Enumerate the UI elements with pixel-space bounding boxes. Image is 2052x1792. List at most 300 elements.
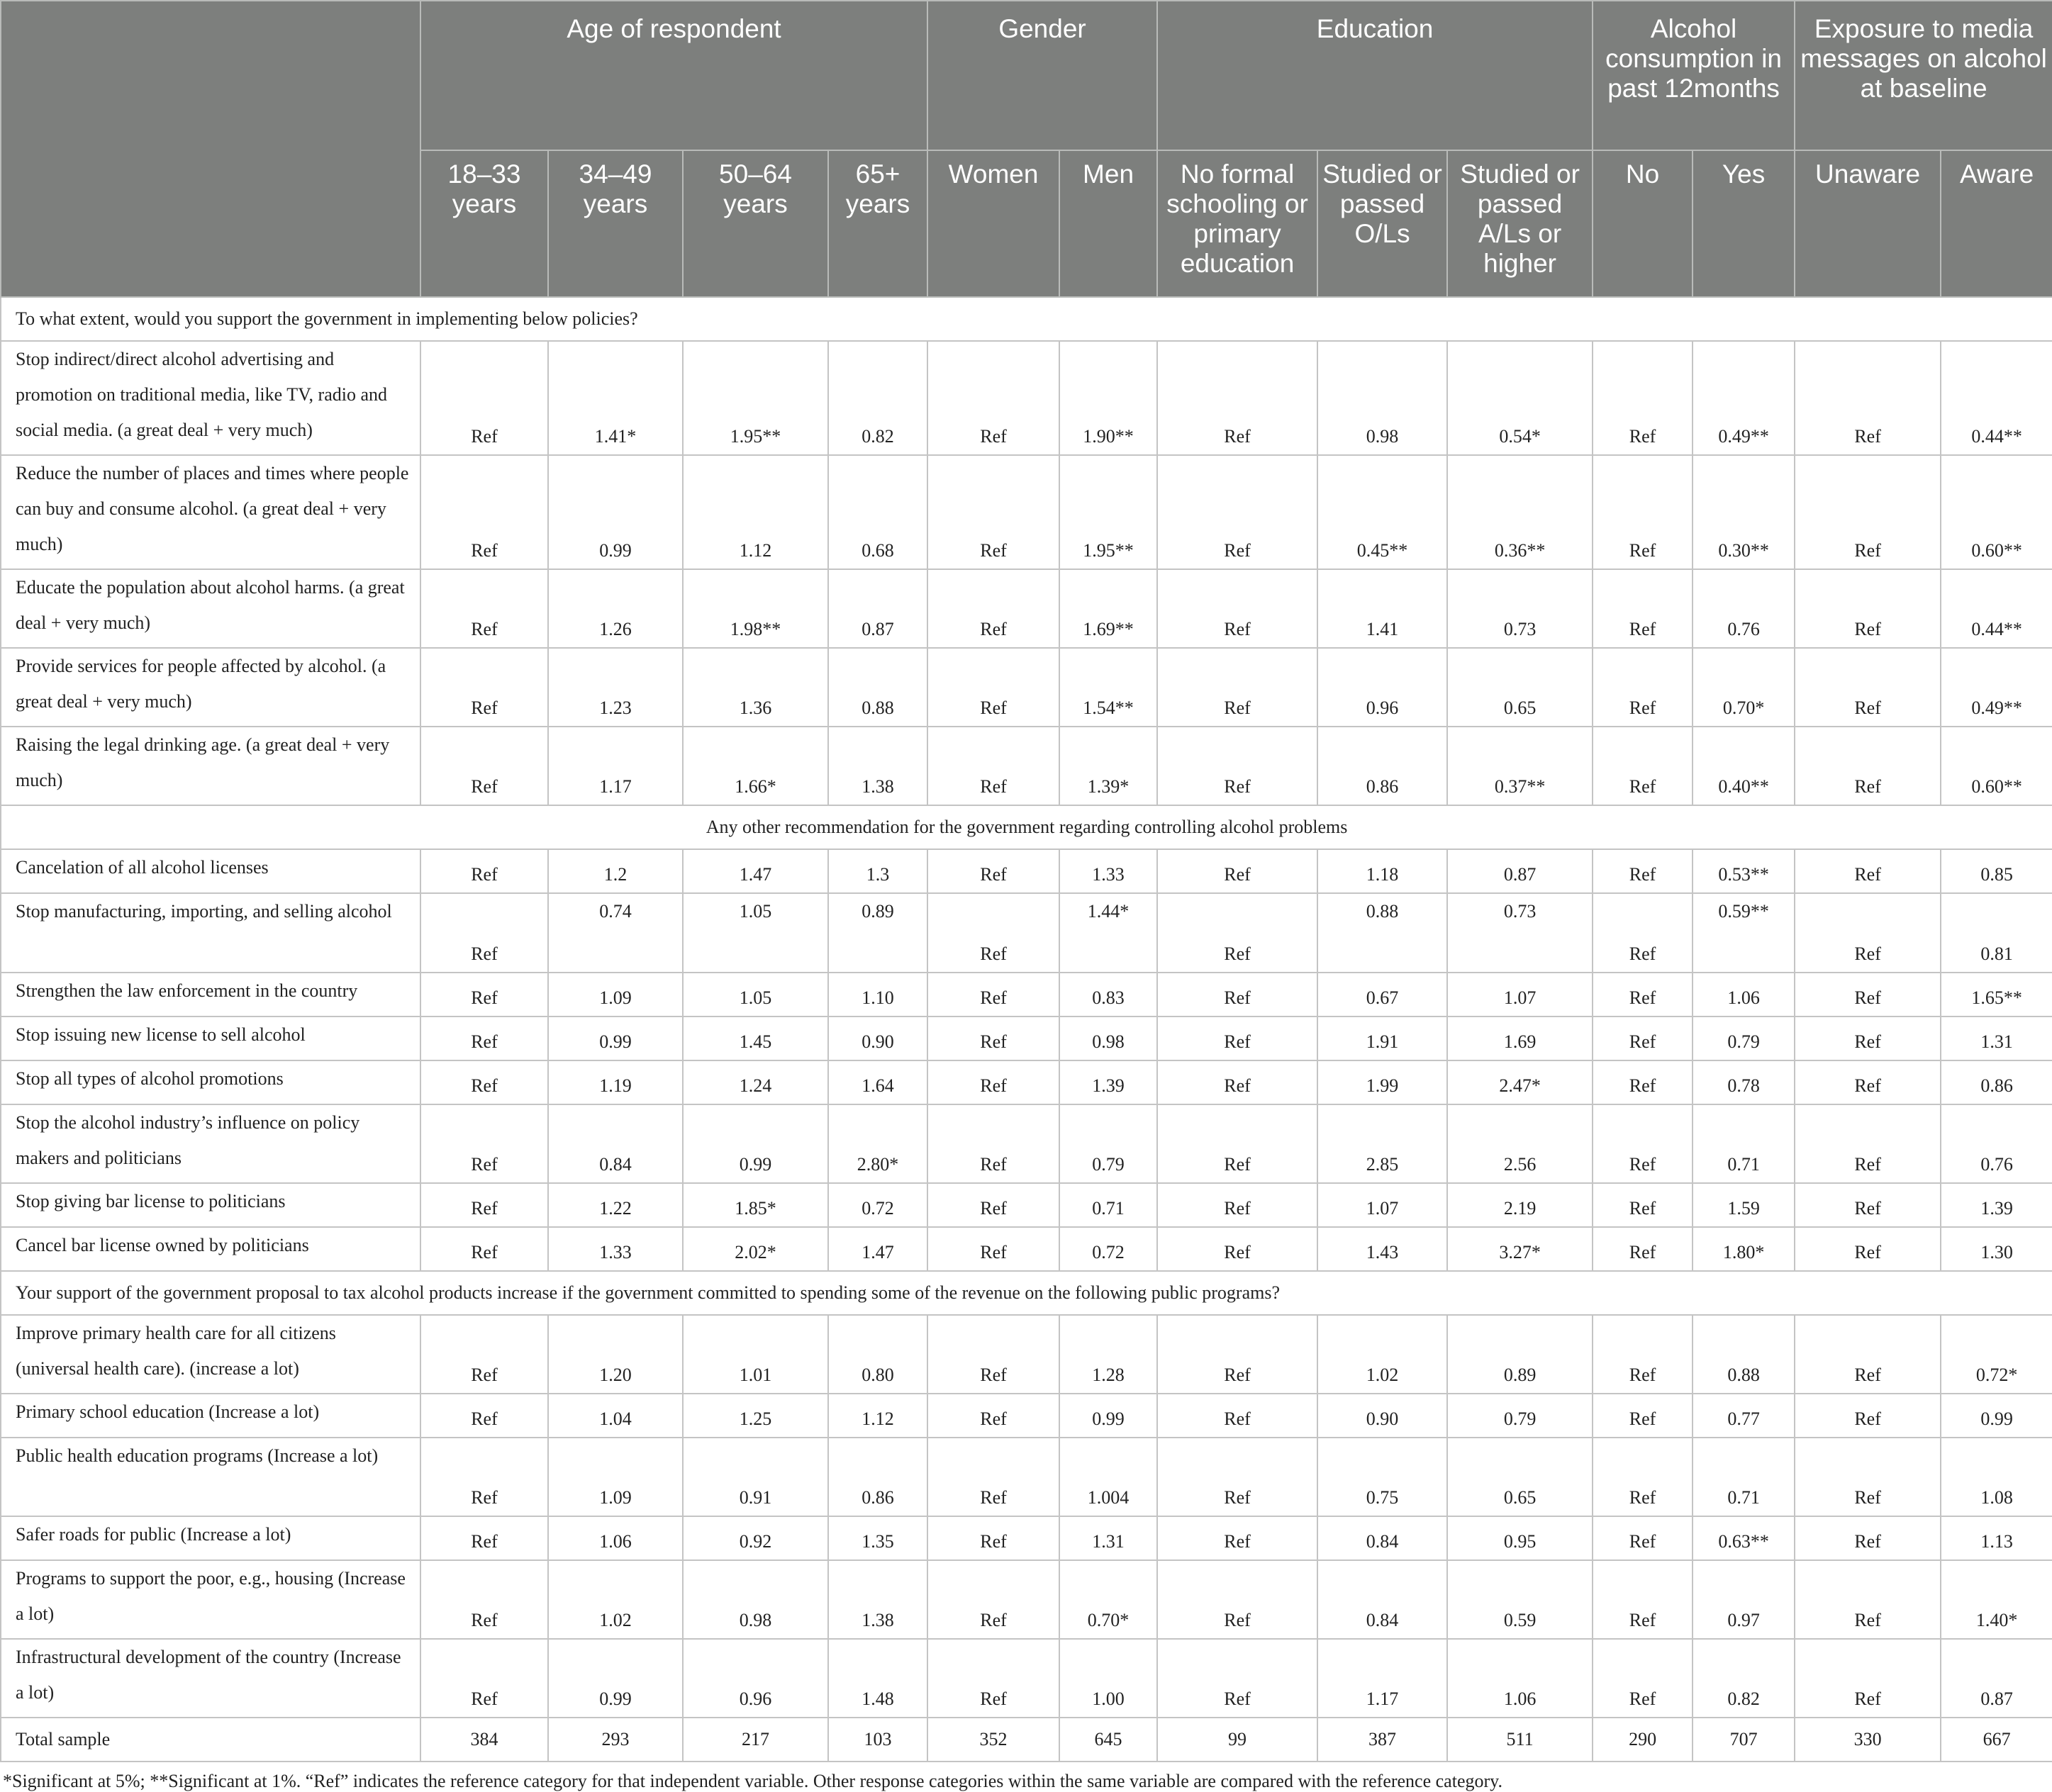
value-cell: 1.41* xyxy=(548,341,683,455)
value-cell: 2.19 xyxy=(1447,1183,1593,1227)
row-label: Raising the legal drinking age. (a great deal + very much) xyxy=(1,727,420,805)
value-cell: 1.07 xyxy=(1317,1183,1447,1227)
value-cell: 1.44* xyxy=(1059,893,1157,973)
value-cell: 1.38 xyxy=(828,727,927,805)
value-cell: 0.71 xyxy=(1693,1104,1795,1183)
value-cell: Ref xyxy=(1795,1516,1941,1560)
value-cell: 0.44** xyxy=(1941,341,2052,455)
value-cell: 1.39 xyxy=(1941,1183,2052,1227)
value-cell: 1.35 xyxy=(828,1516,927,1560)
value-cell: Ref xyxy=(927,1560,1059,1639)
value-cell: Ref xyxy=(1795,973,1941,1017)
value-cell: 0.81 xyxy=(1941,893,2052,973)
value-cell: 0.78 xyxy=(1693,1060,1795,1104)
value-cell: Ref xyxy=(1593,455,1693,569)
value-cell: 0.73 xyxy=(1447,893,1593,973)
value-cell: 1.54** xyxy=(1059,648,1157,727)
value-cell: Ref xyxy=(1795,1227,1941,1271)
table-row xyxy=(1,455,2052,569)
value-cell: 1.33 xyxy=(1059,849,1157,893)
value-cell: Ref xyxy=(927,1183,1059,1227)
value-cell: Ref xyxy=(1795,1017,1941,1060)
value-cell: 0.68 xyxy=(828,455,927,569)
value-cell: 1.09 xyxy=(548,973,683,1017)
value-cell: 1.95** xyxy=(683,341,828,455)
value-cell: 1.12 xyxy=(683,455,828,569)
value-cell: Ref xyxy=(927,1438,1059,1516)
value-cell: Ref xyxy=(927,727,1059,805)
value-cell: Ref xyxy=(420,1560,548,1639)
value-cell: Ref xyxy=(420,973,548,1017)
value-cell: Ref xyxy=(1157,893,1317,973)
table-header xyxy=(1,1,2052,297)
value-cell: Ref xyxy=(420,1060,548,1104)
value-cell: Ref xyxy=(420,1438,548,1516)
subheader: Studied or passed A/Ls or higher xyxy=(1447,150,1593,297)
value-cell: Ref xyxy=(1593,569,1693,648)
value-cell: Ref xyxy=(420,1639,548,1718)
value-cell: 0.86 xyxy=(828,1438,927,1516)
value-cell: 0.88 xyxy=(1693,1315,1795,1394)
value-cell: Ref xyxy=(1593,727,1693,805)
value-cell: 0.70* xyxy=(1693,648,1795,727)
value-cell: Ref xyxy=(1795,1438,1941,1516)
value-cell: 0.73 xyxy=(1447,569,1593,648)
value-cell: Ref xyxy=(1795,727,1941,805)
total-value-cell: 387 xyxy=(1317,1718,1447,1762)
value-cell: Ref xyxy=(420,1516,548,1560)
value-cell: 1.19 xyxy=(548,1060,683,1104)
table-row xyxy=(1,1315,2052,1394)
value-cell: Ref xyxy=(420,893,548,973)
row-label: Safer roads for public (Increase a lot) xyxy=(1,1516,420,1560)
table-row xyxy=(1,1438,2052,1516)
section-title: Any other recommendation for the government regarding controlling alcohol problems xyxy=(1,805,2052,849)
value-cell: Ref xyxy=(1157,1560,1317,1639)
total-value-cell: 667 xyxy=(1941,1718,2052,1762)
value-cell: Ref xyxy=(1157,1227,1317,1271)
table-row xyxy=(1,1104,2052,1183)
value-cell: 0.99 xyxy=(548,1017,683,1060)
total-label: Total sample xyxy=(1,1718,420,1762)
row-label: Stop issuing new license to sell alcohol xyxy=(1,1017,420,1060)
table-row xyxy=(1,1183,2052,1227)
row-label: Public health education programs (Increase a lot) xyxy=(1,1438,420,1516)
value-cell: Ref xyxy=(420,648,548,727)
value-cell: Ref xyxy=(420,849,548,893)
value-cell: 0.87 xyxy=(828,569,927,648)
value-cell: 1.65** xyxy=(1941,973,2052,1017)
value-cell: 1.05 xyxy=(683,893,828,973)
value-cell: 1.17 xyxy=(548,727,683,805)
subheader: 34–49 years xyxy=(548,150,683,297)
value-cell: 1.31 xyxy=(1059,1516,1157,1560)
value-cell: Ref xyxy=(1157,849,1317,893)
subheader: 50–64 years xyxy=(683,150,828,297)
value-cell: 0.99 xyxy=(548,455,683,569)
value-cell: 0.86 xyxy=(1941,1060,2052,1104)
table-row xyxy=(1,973,2052,1017)
value-cell: 0.37** xyxy=(1447,727,1593,805)
value-cell: Ref xyxy=(1157,1438,1317,1516)
value-cell: Ref xyxy=(1795,569,1941,648)
row-label: Stop indirect/direct alcohol advertising and promotion on traditional media, like TV, radio and social media. (a great deal + very much) xyxy=(1,341,420,455)
total-value-cell: 352 xyxy=(927,1718,1059,1762)
section-header-row xyxy=(1,297,2052,341)
value-cell: 1.23 xyxy=(548,648,683,727)
value-cell: Ref xyxy=(927,1315,1059,1394)
table-row xyxy=(1,1639,2052,1718)
table-body xyxy=(1,297,2052,1762)
value-cell: 0.89 xyxy=(828,893,927,973)
value-cell: 1.38 xyxy=(828,1560,927,1639)
value-cell: 0.59 xyxy=(1447,1560,1593,1639)
value-cell: 1.25 xyxy=(683,1394,828,1438)
row-label: Programs to support the poor, e.g., housing (Increase a lot) xyxy=(1,1560,420,1639)
value-cell: Ref xyxy=(1593,1438,1693,1516)
table-row xyxy=(1,1227,2052,1271)
value-cell: 0.96 xyxy=(683,1639,828,1718)
value-cell: 1.59 xyxy=(1693,1183,1795,1227)
table-row xyxy=(1,1060,2052,1104)
value-cell: 1.08 xyxy=(1941,1438,2052,1516)
header-group-gender: Gender xyxy=(927,1,1157,150)
value-cell: 1.22 xyxy=(548,1183,683,1227)
value-cell: 1.07 xyxy=(1447,973,1593,1017)
value-cell: 0.88 xyxy=(828,648,927,727)
value-cell: Ref xyxy=(1593,1017,1693,1060)
value-cell: Ref xyxy=(927,648,1059,727)
value-cell: 0.98 xyxy=(1059,1017,1157,1060)
value-cell: Ref xyxy=(1795,341,1941,455)
value-cell: Ref xyxy=(927,1639,1059,1718)
value-cell: Ref xyxy=(1157,1394,1317,1438)
section-header-row xyxy=(1,805,2052,849)
value-cell: Ref xyxy=(1795,1060,1941,1104)
value-cell: 1.31 xyxy=(1941,1017,2052,1060)
value-cell: 0.36** xyxy=(1447,455,1593,569)
value-cell: Ref xyxy=(927,1227,1059,1271)
value-cell: Ref xyxy=(927,1017,1059,1060)
value-cell: Ref xyxy=(1157,341,1317,455)
value-cell: Ref xyxy=(927,1104,1059,1183)
total-value-cell: 290 xyxy=(1593,1718,1693,1762)
row-label: Stop all types of alcohol promotions xyxy=(1,1060,420,1104)
total-value-cell: 330 xyxy=(1795,1718,1941,1762)
value-cell: Ref xyxy=(1593,1394,1693,1438)
value-cell: Ref xyxy=(1157,973,1317,1017)
value-cell: Ref xyxy=(1593,1560,1693,1639)
value-cell: Ref xyxy=(927,849,1059,893)
value-cell: Ref xyxy=(927,569,1059,648)
value-cell: 0.84 xyxy=(1317,1560,1447,1639)
section-title: Your support of the government proposal to tax alcohol products increase if the government committed to spending some of the revenue on the following public programs? xyxy=(1,1271,2052,1315)
row-label: Stop the alcohol industry’s influence on policy makers and politicians xyxy=(1,1104,420,1183)
value-cell: 0.85 xyxy=(1941,849,2052,893)
subheader: Men xyxy=(1059,150,1157,297)
value-cell: 0.76 xyxy=(1941,1104,2052,1183)
value-cell: 1.09 xyxy=(548,1438,683,1516)
value-cell: 1.02 xyxy=(548,1560,683,1639)
value-cell: Ref xyxy=(1795,1104,1941,1183)
value-cell: 1.69 xyxy=(1447,1017,1593,1060)
value-cell: 2.47* xyxy=(1447,1060,1593,1104)
value-cell: 1.64 xyxy=(828,1060,927,1104)
subheader: 65+ years xyxy=(828,150,927,297)
value-cell: 0.44** xyxy=(1941,569,2052,648)
value-cell: 1.39 xyxy=(1059,1060,1157,1104)
value-cell: Ref xyxy=(927,973,1059,1017)
value-cell: 1.18 xyxy=(1317,849,1447,893)
value-cell: 0.90 xyxy=(1317,1394,1447,1438)
value-cell: 0.75 xyxy=(1317,1438,1447,1516)
value-cell: 0.95 xyxy=(1447,1516,1593,1560)
subheader: 18–33 years xyxy=(420,150,548,297)
table-row xyxy=(1,727,2052,805)
row-label: Improve primary health care for all citizens (universal health care). (increase a lot) xyxy=(1,1315,420,1394)
value-cell: 1.00 xyxy=(1059,1639,1157,1718)
value-cell: Ref xyxy=(927,1394,1059,1438)
value-cell: Ref xyxy=(1795,648,1941,727)
value-cell: 1.24 xyxy=(683,1060,828,1104)
row-label: Strengthen the law enforcement in the country xyxy=(1,973,420,1017)
value-cell: 0.63** xyxy=(1693,1516,1795,1560)
row-label: Provide services for people affected by alcohol. (a great deal + very much) xyxy=(1,648,420,727)
value-cell: 0.99 xyxy=(683,1104,828,1183)
value-cell: 1.40* xyxy=(1941,1560,2052,1639)
value-cell: 1.66* xyxy=(683,727,828,805)
value-cell: Ref xyxy=(1593,1516,1693,1560)
total-value-cell: 384 xyxy=(420,1718,548,1762)
value-cell: 1.02 xyxy=(1317,1315,1447,1394)
value-cell: Ref xyxy=(1157,569,1317,648)
value-cell: 1.06 xyxy=(548,1516,683,1560)
value-cell: 0.98 xyxy=(1317,341,1447,455)
value-cell: Ref xyxy=(420,1315,548,1394)
value-cell: 0.87 xyxy=(1447,849,1593,893)
table-row xyxy=(1,1516,2052,1560)
value-cell: 0.60** xyxy=(1941,455,2052,569)
subheader: No formal schooling or primary education xyxy=(1157,150,1317,297)
value-cell: 0.99 xyxy=(548,1639,683,1718)
value-cell: Ref xyxy=(927,893,1059,973)
value-cell: Ref xyxy=(420,1183,548,1227)
header-group-media: Exposure to media messages on alcohol at baseline xyxy=(1795,1,2052,150)
value-cell: 1.95** xyxy=(1059,455,1157,569)
value-cell: Ref xyxy=(1157,1639,1317,1718)
row-label: Primary school education (Increase a lot) xyxy=(1,1394,420,1438)
value-cell: 1.48 xyxy=(828,1639,927,1718)
value-cell: Ref xyxy=(927,455,1059,569)
value-cell: 3.27* xyxy=(1447,1227,1593,1271)
value-cell: Ref xyxy=(1157,1315,1317,1394)
value-cell: 1.91 xyxy=(1317,1017,1447,1060)
row-label: Cancel bar license owned by politicians xyxy=(1,1227,420,1271)
value-cell: 2.80* xyxy=(828,1104,927,1183)
value-cell: 0.30** xyxy=(1693,455,1795,569)
value-cell: 0.96 xyxy=(1317,648,1447,727)
value-cell: 1.39* xyxy=(1059,727,1157,805)
table-footnote: *Significant at 5%; **Significant at 1%. “Ref” indicates the reference category for that independent variable. Other response categories within the same variable are compared with the reference category. xyxy=(3,1771,1502,1791)
value-cell: Ref xyxy=(1795,1560,1941,1639)
value-cell: 0.91 xyxy=(683,1438,828,1516)
value-cell: 0.45** xyxy=(1317,455,1447,569)
value-cell: 0.88 xyxy=(1317,893,1447,973)
row-label: Cancelation of all alcohol licenses xyxy=(1,849,420,893)
value-cell: 1.45 xyxy=(683,1017,828,1060)
value-cell: 0.90 xyxy=(828,1017,927,1060)
value-cell: 0.79 xyxy=(1447,1394,1593,1438)
total-value-cell: 293 xyxy=(548,1718,683,1762)
value-cell: 0.71 xyxy=(1693,1438,1795,1516)
value-cell: Ref xyxy=(1157,648,1317,727)
value-cell: 1.30 xyxy=(1941,1227,2052,1271)
value-cell: Ref xyxy=(1157,1017,1317,1060)
value-cell: 1.41 xyxy=(1317,569,1447,648)
value-cell: Ref xyxy=(1157,455,1317,569)
value-cell: 1.26 xyxy=(548,569,683,648)
value-cell: 0.83 xyxy=(1059,973,1157,1017)
value-cell: 0.99 xyxy=(1059,1394,1157,1438)
value-cell: 1.06 xyxy=(1447,1639,1593,1718)
value-cell: 0.82 xyxy=(828,341,927,455)
value-cell: 1.43 xyxy=(1317,1227,1447,1271)
value-cell: Ref xyxy=(1795,893,1941,973)
subheader: No xyxy=(1593,150,1693,297)
value-cell: 0.84 xyxy=(1317,1516,1447,1560)
value-cell: Ref xyxy=(1593,1227,1693,1271)
value-cell: 0.79 xyxy=(1059,1104,1157,1183)
value-cell: 0.65 xyxy=(1447,1438,1593,1516)
table-row xyxy=(1,569,2052,648)
value-cell: 1.17 xyxy=(1317,1639,1447,1718)
value-cell: 0.72 xyxy=(1059,1227,1157,1271)
value-cell: Ref xyxy=(1795,1639,1941,1718)
value-cell: 0.65 xyxy=(1447,648,1593,727)
value-cell: 1.13 xyxy=(1941,1516,2052,1560)
value-cell: Ref xyxy=(1157,727,1317,805)
value-cell: Ref xyxy=(420,727,548,805)
value-cell: 0.82 xyxy=(1693,1639,1795,1718)
value-cell: 0.54* xyxy=(1447,341,1593,455)
value-cell: 1.05 xyxy=(683,973,828,1017)
value-cell: 0.74 xyxy=(548,893,683,973)
total-value-cell: 511 xyxy=(1447,1718,1593,1762)
total-value-cell: 217 xyxy=(683,1718,828,1762)
value-cell: 0.49** xyxy=(1693,341,1795,455)
row-label: Stop manufacturing, importing, and selling alcohol xyxy=(1,893,420,973)
value-cell: 0.80 xyxy=(828,1315,927,1394)
value-cell: Ref xyxy=(1795,849,1941,893)
value-cell: Ref xyxy=(420,1394,548,1438)
value-cell: Ref xyxy=(1795,1183,1941,1227)
value-cell: Ref xyxy=(1795,455,1941,569)
value-cell: Ref xyxy=(927,1516,1059,1560)
subheader: Women xyxy=(927,150,1059,297)
value-cell: Ref xyxy=(1157,1516,1317,1560)
value-cell: Ref xyxy=(420,569,548,648)
subheader: Unaware xyxy=(1795,150,1941,297)
table-row xyxy=(1,341,2052,455)
value-cell: Ref xyxy=(1593,849,1693,893)
value-cell: 2.85 xyxy=(1317,1104,1447,1183)
total-value-cell: 99 xyxy=(1157,1718,1317,1762)
value-cell: 0.87 xyxy=(1941,1639,2052,1718)
value-cell: Ref xyxy=(1593,1315,1693,1394)
value-cell: 0.89 xyxy=(1447,1315,1593,1394)
value-cell: 0.98 xyxy=(683,1560,828,1639)
value-cell: Ref xyxy=(1593,1060,1693,1104)
value-cell: 1.01 xyxy=(683,1315,828,1394)
value-cell: Ref xyxy=(1795,1394,1941,1438)
value-cell: 1.20 xyxy=(548,1315,683,1394)
value-cell: Ref xyxy=(927,1060,1059,1104)
value-cell: Ref xyxy=(1593,973,1693,1017)
header-group-age: Age of respondent xyxy=(420,1,927,150)
value-cell: 1.3 xyxy=(828,849,927,893)
value-cell: 1.36 xyxy=(683,648,828,727)
value-cell: 1.28 xyxy=(1059,1315,1157,1394)
section-header-row xyxy=(1,1271,2052,1315)
value-cell: 0.67 xyxy=(1317,973,1447,1017)
table-row xyxy=(1,1394,2052,1438)
value-cell: 1.004 xyxy=(1059,1438,1157,1516)
value-cell: 1.90** xyxy=(1059,341,1157,455)
value-cell: Ref xyxy=(1593,1104,1693,1183)
value-cell: Ref xyxy=(420,455,548,569)
value-cell: 1.2 xyxy=(548,849,683,893)
table-row xyxy=(1,893,2052,973)
subheader: Studied or passed O/Ls xyxy=(1317,150,1447,297)
value-cell: Ref xyxy=(1593,648,1693,727)
value-cell: 1.98** xyxy=(683,569,828,648)
value-cell: Ref xyxy=(1157,1104,1317,1183)
value-cell: 0.97 xyxy=(1693,1560,1795,1639)
value-cell: 0.60** xyxy=(1941,727,2052,805)
table-row xyxy=(1,1560,2052,1639)
value-cell: 1.33 xyxy=(548,1227,683,1271)
value-cell: Ref xyxy=(420,1227,548,1271)
value-cell: 0.49** xyxy=(1941,648,2052,727)
value-cell: Ref xyxy=(1157,1060,1317,1104)
value-cell: Ref xyxy=(1593,893,1693,973)
total-value-cell: 645 xyxy=(1059,1718,1157,1762)
value-cell: Ref xyxy=(1593,1639,1693,1718)
value-cell: Ref xyxy=(1593,341,1693,455)
value-cell: Ref xyxy=(420,341,548,455)
value-cell: 0.53** xyxy=(1693,849,1795,893)
value-cell: 1.85* xyxy=(683,1183,828,1227)
value-cell: Ref xyxy=(420,1104,548,1183)
header-group-alcohol: Alcohol consumption in past 12months xyxy=(1593,1,1795,150)
value-cell: 0.86 xyxy=(1317,727,1447,805)
value-cell: 0.76 xyxy=(1693,569,1795,648)
value-cell: 2.02* xyxy=(683,1227,828,1271)
value-cell: 0.72 xyxy=(828,1183,927,1227)
row-label: Infrastructural development of the country (Increase a lot) xyxy=(1,1639,420,1718)
value-cell: 0.70* xyxy=(1059,1560,1157,1639)
value-cell: 0.84 xyxy=(548,1104,683,1183)
row-label: Reduce the number of places and times where people can buy and consume alcohol. (a great deal + very much) xyxy=(1,455,420,569)
row-label: Stop giving bar license to politicians xyxy=(1,1183,420,1227)
total-value-cell: 103 xyxy=(828,1718,927,1762)
value-cell: Ref xyxy=(1795,1315,1941,1394)
table-row xyxy=(1,1017,2052,1060)
total-row xyxy=(1,1718,2052,1762)
subheader: Aware xyxy=(1941,150,2052,297)
value-cell: 1.10 xyxy=(828,973,927,1017)
header-group-education: Education xyxy=(1157,1,1593,150)
